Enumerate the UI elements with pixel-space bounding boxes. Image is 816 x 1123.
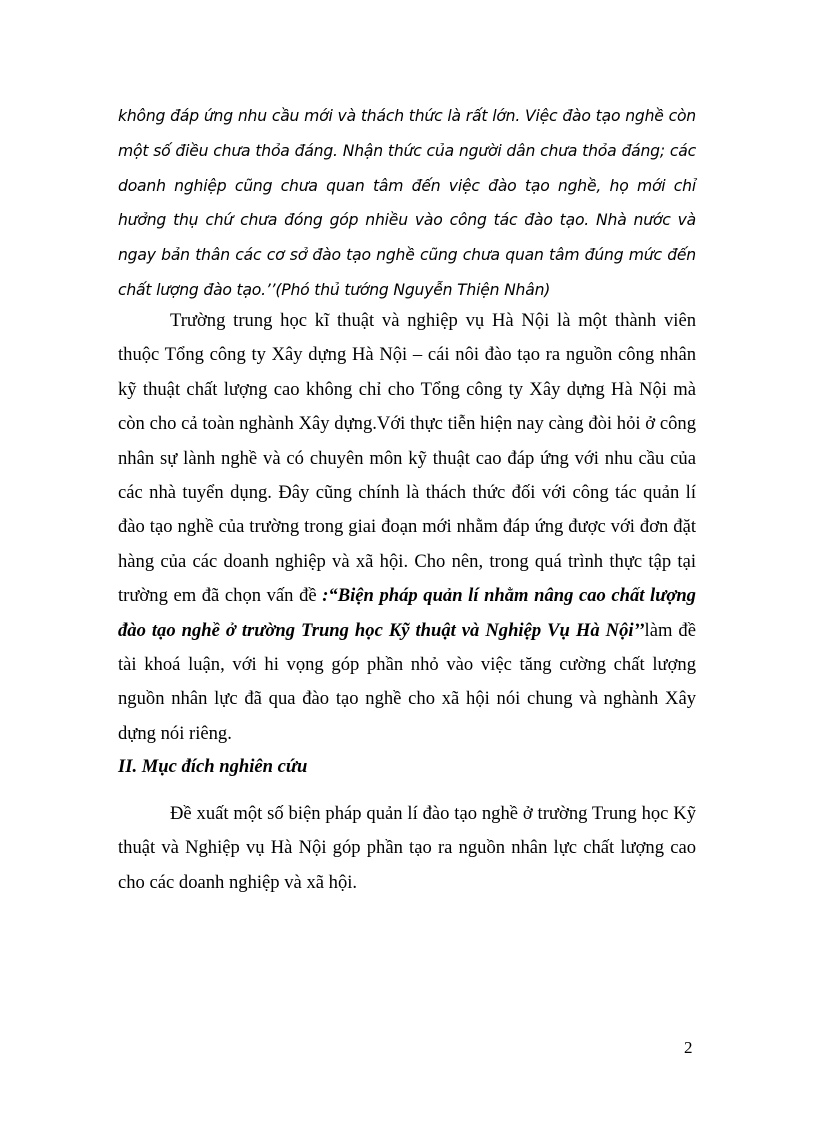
introduction-text-start: Trường trung học kĩ thuật và nghiệp vụ Hà Nội là một thành viên thuộc Tổng công ty Xây dựng Hà Nội – cái nôi đào tạo ra nguồn công nhân kỹ thuật chất lượng cao không chỉ cho Tổng công ty Xây dựng Hà Nội mà còn cho cả toàn nghành Xây dựng.Với thực tiễn hiện nay càng đòi hỏi ở công nhân sự lành nghề và có chuyên môn kỹ thuật cao đáp ứng với nhu cầu của các nhà tuyển dụng. Đây cũng chính là thách thức đối với công tác quản lí đào tạo nghề của trường trong giai đoạn mới nhằm đáp ứng được với đơn đặt hàng của các doanh nghiệp và xã hội. Cho nên, trong quá trình thực tập tại trường em đã chọn vấn đề bbox=[118, 310, 696, 607]
page-number: 2 bbox=[684, 1038, 693, 1057]
purpose-paragraph: Đề xuất một số biện pháp quản lí đào tạo nghề ở trường Trung học Kỹ thuật và Nghiệp vụ Hà Nội góp phần tạo ra nguồn nhân lực chất lượng cao cho các doanh nghiệp và xã hội. bbox=[118, 803, 696, 893]
introduction-paragraph bbox=[118, 304, 696, 751]
section-heading: II. Mục đích nghiên cứu bbox=[118, 756, 308, 777]
thesis-topic-title: :“Biện pháp quản lí nhằm nâng cao chất lượng đào tạo nghề ở trường Trung học Kỹ thuật và Nghiệp Vụ Hà Nội’’ bbox=[118, 585, 696, 641]
quote-paragraph: không đáp ứng nhu cầu mới và thách thức là rất lớn. Việc đào tạo nghề còn một số điều chưa thỏa đáng. Nhận thức của người dân chưa thỏa đáng; các doanh nghiệp cũng chưa quan tâm đến việc đào tạo nghề, họ mới chỉ hưởng thụ chứ chưa đóng góp nhiều vào công tác đào tạo. Nhà nước và ngay bản thân các cơ sở đào tạo nghề cũng chưa quan tâm đúng mức đến chất lượng đào tạo.’’(Phó thủ tướng Nguyễn Thiện Nhân) bbox=[118, 107, 696, 299]
introduction-text-end: làm đề tài khoá luận, với hi vọng góp phần nhỏ vào việc tăng cường chất lượng nguồn nhân lực đã qua đào tạo nghề cho xã hội nói chung và nghành Xây dựng nói riêng. bbox=[118, 619, 696, 744]
